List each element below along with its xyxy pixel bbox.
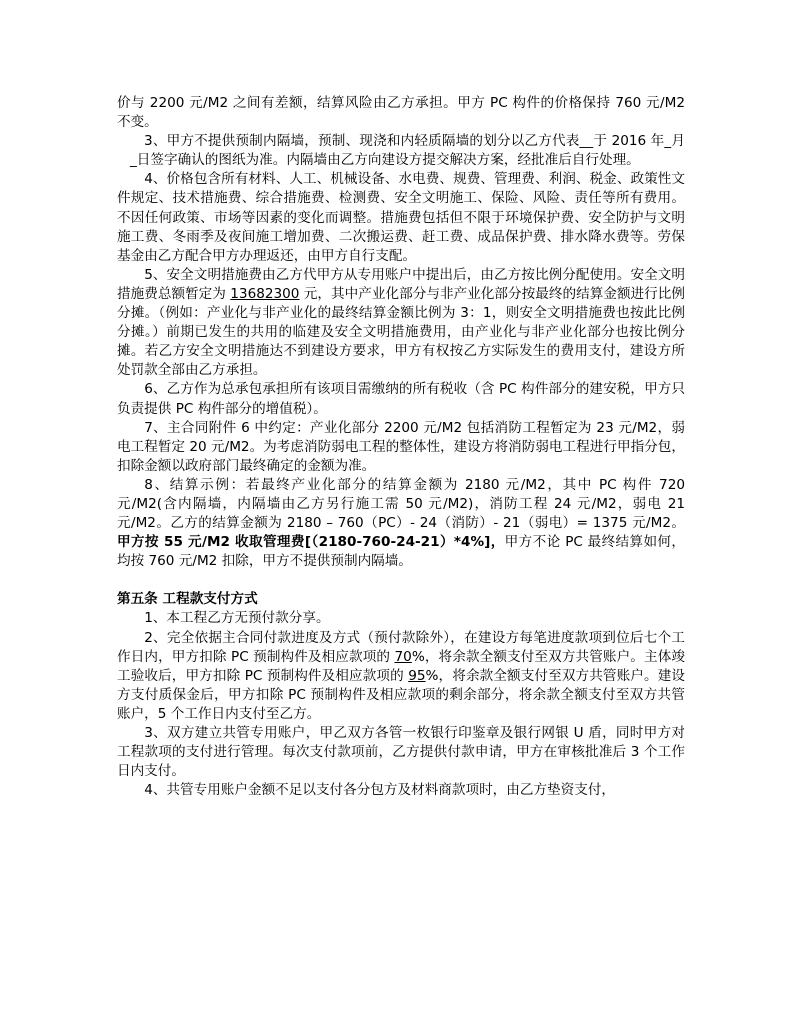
- clause-5-text-a: 5、安全文明措施费由乙方代甲方从专用账户中提出后，由乙方按比例分配使用。安全文明措施费总额暂定为: [117, 266, 685, 302]
- clause-7-paragraph: 7、主合同附件 6 中约定：产业化部分 2200 元/M2 包括消防工程暂定为 23 元/M2，弱电工程暂定 20 元/M2。为考虑消防弱电工程的整体性，建设方将消防弱电工程进行甲指分包，扣除金额以政府部门最终确定的金额为准。: [117, 419, 685, 474]
- payment-clause-2-text-b: %，将余款全额支付至双方共管账户。主体竣工验收后，甲方扣除 PC 预制构件及相应款项的: [117, 648, 685, 684]
- section-5-heading: 第五条 工程款支付方式: [117, 591, 258, 608]
- payment-clause-2: [117, 629, 685, 724]
- clause-4-paragraph: 4、价格包含所有材料、人工、机械设备、水电费、规费、管理费、利润、税金、政策性文件规定、技术措施费、综合措施费、检测费、安全文明施工、保险、风险、责任等所有费用。不因任何政策、市场等因素的变化而调整。措施费包括但不限于环境保护费、安全防护与文明施工费、冬雨季及夜间施工增加费、二次搬运费、赶工费、成品保护费、排水降水费等。劳保基金由乙方配合甲方办理返还，由甲方自行支配。: [117, 171, 685, 264]
- clause-3-paragraph: 3、甲方不提供预制内隔墙，预制、现浇和内轻质隔墙的划分以乙方代表__于 2016 年_月_日签字确认的图纸为准。内隔墙由乙方向建设方提交解决方案，经批准后自行处理。: [130, 133, 685, 169]
- payment-clause-2-text-c: %，将余款全额支付至双方共管账户。建设方支付质保金后，甲方扣除 PC 预制构件及相应款项的剩余部分，将余款全额支付至双方共管账户，5 个工作日内支付至乙方。: [117, 667, 685, 722]
- section-spacer: [117, 571, 685, 590]
- deduction-percent-1: 70: [394, 648, 412, 665]
- paragraph-continuation: 价与 2200 元/M2 之间有差额，结算风险由乙方承担。甲方 PC 构件的价格保持 760 元/M2 不变。: [117, 95, 685, 131]
- payment-clause-1: 1、本工程乙方无预付款分享。: [144, 610, 330, 627]
- clause-8-text-b: 甲方不论 PC 最终结算如何，均按 760 元/M2 扣除，甲方不提供预制内隔墙。: [117, 534, 685, 570]
- document-page: [117, 94, 685, 800]
- management-fee-text: 甲方按 55 元/M2 收取管理费[（2180-760-24-21）*4%]，: [117, 534, 505, 551]
- safety-fee-amount: 13682300: [230, 285, 300, 302]
- deduction-percent-2: 95: [408, 667, 426, 684]
- payment-clause-4: 4、共管专用账户金额不足以支付各分包方及材料商款项时，由乙方垫资支付，: [144, 782, 616, 799]
- clause-8-text-a: 8、结算示例：若最终产业化部分的结算金额为 2180 元/M2，其中 PC 构件 720 元/M2(含内隔墙，内隔墙由乙方另行施工需 50 元/M2)，消防工程 24 元/M2，弱电 21 元/M2。乙方的结算金额为 2180 – 760（PC）- 24（消防）- 21（弱电）= 1375 元/M2。: [117, 476, 685, 532]
- clause-6-paragraph: 6、乙方作为总承包承担所有该项目需缴纳的所有税收（含 PC 构件部分的建安税，甲方只负责提供 PC 构件部分的增值税）。: [117, 381, 685, 417]
- clause-8-paragraph: [117, 476, 685, 571]
- clause-5-paragraph: [117, 266, 685, 381]
- payment-clause-3: 3、双方建立共管专用账户，甲乙双方各管一枚银行印鉴章及银行网银 U 盾，同时甲方对工程款项的支付进行管理。每次支付款项前，乙方提供付款申请，甲方在审核批准后 3 个工作日内支付。: [117, 725, 685, 780]
- payment-clause-2-text-a: 2、完全依据主合同付款进度及方式（预付款除外），在建设方每笔进度款项到位后七个工作日内，甲方扣除 PC 预制构件及相应款项的: [117, 629, 685, 665]
- clause-5-text-b: 元，其中产业化部分与非产业化部分按最终的结算金额进行比例分摊。（例如：产业化与非产业化的最终结算金额比例为 3：1，则安全文明措施费也按此比例分摊。）前期已发生的共用的临建及安全文明措施费用，由产业化与非产业化部分也按比例分摊。若乙方安全文明措施达不到建设方要求，甲方有权按乙方实际发生的费用支付，建设方所处罚款全部由乙方承担。: [117, 285, 685, 379]
